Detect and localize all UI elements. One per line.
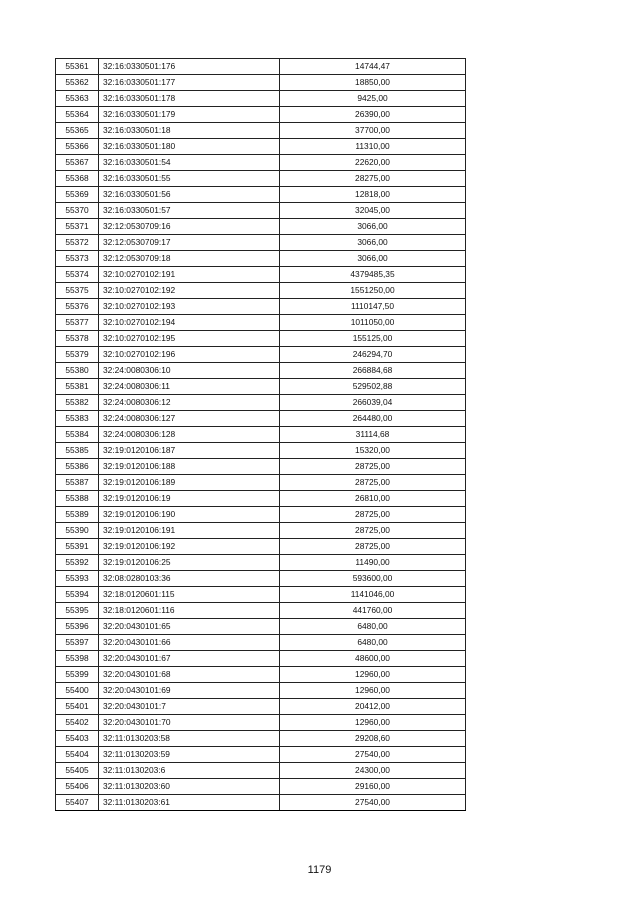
value-cell: 37700,00 <box>280 123 466 139</box>
table-row <box>56 747 466 763</box>
table-row <box>56 139 466 155</box>
cadastral-number-cell: 32:19:0120106:191 <box>99 523 280 539</box>
value-cell: 1110147,50 <box>280 299 466 315</box>
row-number-cell: 55372 <box>56 235 99 251</box>
table-row <box>56 763 466 779</box>
cadastral-number-cell: 32:20:0430101:68 <box>99 667 280 683</box>
value-cell: 1011050,00 <box>280 315 466 331</box>
value-cell: 4379485,35 <box>280 267 466 283</box>
value-cell: 28725,00 <box>280 539 466 555</box>
cadastral-number-cell: 32:10:0270102:191 <box>99 267 280 283</box>
table-row <box>56 299 466 315</box>
table-row <box>56 491 466 507</box>
row-number-cell: 55369 <box>56 187 99 203</box>
row-number-cell: 55386 <box>56 459 99 475</box>
row-number-cell: 55404 <box>56 747 99 763</box>
table-row <box>56 203 466 219</box>
cadastral-number-cell: 32:16:0330501:56 <box>99 187 280 203</box>
table-row <box>56 731 466 747</box>
value-cell: 27540,00 <box>280 747 466 763</box>
value-cell: 266039,04 <box>280 395 466 411</box>
value-cell: 3066,00 <box>280 251 466 267</box>
table-row <box>56 555 466 571</box>
cadastral-number-cell: 32:10:0270102:196 <box>99 347 280 363</box>
cadastral-number-cell: 32:19:0120106:25 <box>99 555 280 571</box>
value-cell: 246294,70 <box>280 347 466 363</box>
cadastral-number-cell: 32:19:0120106:189 <box>99 475 280 491</box>
row-number-cell: 55367 <box>56 155 99 171</box>
table-row <box>56 635 466 651</box>
row-number-cell: 55392 <box>56 555 99 571</box>
value-cell: 26810,00 <box>280 491 466 507</box>
row-number-cell: 55374 <box>56 267 99 283</box>
table-row <box>56 475 466 491</box>
table-row <box>56 283 466 299</box>
table-row <box>56 683 466 699</box>
table-row <box>56 715 466 731</box>
row-number-cell: 55397 <box>56 635 99 651</box>
cadastral-number-cell: 32:19:0120106:188 <box>99 459 280 475</box>
row-number-cell: 55398 <box>56 651 99 667</box>
cadastral-number-cell: 32:20:0430101:67 <box>99 651 280 667</box>
row-number-cell: 55385 <box>56 443 99 459</box>
row-number-cell: 55389 <box>56 507 99 523</box>
cadastral-number-cell: 32:16:0330501:180 <box>99 139 280 155</box>
value-cell: 6480,00 <box>280 619 466 635</box>
value-cell: 22620,00 <box>280 155 466 171</box>
value-cell: 3066,00 <box>280 219 466 235</box>
row-number-cell: 55362 <box>56 75 99 91</box>
value-cell: 11310,00 <box>280 139 466 155</box>
cadastral-number-cell: 32:18:0120601:115 <box>99 587 280 603</box>
table-row <box>56 411 466 427</box>
value-cell: 266884,68 <box>280 363 466 379</box>
row-number-cell: 55368 <box>56 171 99 187</box>
cadastral-number-cell: 32:11:0130203:60 <box>99 779 280 795</box>
value-cell: 1141046,00 <box>280 587 466 603</box>
row-number-cell: 55364 <box>56 107 99 123</box>
table-row <box>56 315 466 331</box>
row-number-cell: 55365 <box>56 123 99 139</box>
row-number-cell: 55383 <box>56 411 99 427</box>
row-number-cell: 55382 <box>56 395 99 411</box>
table-row <box>56 507 466 523</box>
row-number-cell: 55361 <box>56 59 99 75</box>
row-number-cell: 55403 <box>56 731 99 747</box>
value-cell: 18850,00 <box>280 75 466 91</box>
row-number-cell: 55375 <box>56 283 99 299</box>
table-row <box>56 379 466 395</box>
value-cell: 15320,00 <box>280 443 466 459</box>
value-cell: 32045,00 <box>280 203 466 219</box>
cadastral-number-cell: 32:20:0430101:66 <box>99 635 280 651</box>
row-number-cell: 55390 <box>56 523 99 539</box>
value-cell: 28725,00 <box>280 507 466 523</box>
table-row <box>56 539 466 555</box>
row-number-cell: 55379 <box>56 347 99 363</box>
row-number-cell: 55393 <box>56 571 99 587</box>
row-number-cell: 55402 <box>56 715 99 731</box>
value-cell: 11490,00 <box>280 555 466 571</box>
cadastral-number-cell: 32:20:0430101:70 <box>99 715 280 731</box>
cadastral-number-cell: 32:16:0330501:176 <box>99 59 280 75</box>
value-cell: 24300,00 <box>280 763 466 779</box>
table-row <box>56 347 466 363</box>
cadastral-number-cell: 32:10:0270102:193 <box>99 299 280 315</box>
value-cell: 9425,00 <box>280 91 466 107</box>
value-cell: 28725,00 <box>280 459 466 475</box>
row-number-cell: 55377 <box>56 315 99 331</box>
table-row <box>56 267 466 283</box>
table-row <box>56 171 466 187</box>
value-cell: 31114,68 <box>280 427 466 443</box>
table-row <box>56 795 466 811</box>
cadastral-number-cell: 32:19:0120106:19 <box>99 491 280 507</box>
cadastral-number-cell: 32:16:0330501:178 <box>99 91 280 107</box>
row-number-cell: 55407 <box>56 795 99 811</box>
row-number-cell: 55406 <box>56 779 99 795</box>
row-number-cell: 55391 <box>56 539 99 555</box>
value-cell: 28725,00 <box>280 475 466 491</box>
page-number: 1179 <box>307 864 332 876</box>
value-cell: 14744,47 <box>280 59 466 75</box>
row-number-cell: 55394 <box>56 587 99 603</box>
row-number-cell: 55384 <box>56 427 99 443</box>
row-number-cell: 55399 <box>56 667 99 683</box>
row-number-cell: 55381 <box>56 379 99 395</box>
cadastral-number-cell: 32:19:0120106:187 <box>99 443 280 459</box>
row-number-cell: 55378 <box>56 331 99 347</box>
value-cell: 27540,00 <box>280 795 466 811</box>
row-number-cell: 55387 <box>56 475 99 491</box>
table-row <box>56 651 466 667</box>
row-number-cell: 55400 <box>56 683 99 699</box>
row-number-cell: 55401 <box>56 699 99 715</box>
table-row <box>56 235 466 251</box>
cadastral-number-cell: 32:08:0280103:36 <box>99 571 280 587</box>
value-cell: 12818,00 <box>280 187 466 203</box>
cadastral-number-cell: 32:24:0080306:127 <box>99 411 280 427</box>
table-row <box>56 91 466 107</box>
cadastral-number-cell: 32:10:0270102:195 <box>99 331 280 347</box>
table-row <box>56 603 466 619</box>
table-row <box>56 395 466 411</box>
row-number-cell: 55380 <box>56 363 99 379</box>
value-cell: 12960,00 <box>280 667 466 683</box>
table-row <box>56 331 466 347</box>
row-number-cell: 55395 <box>56 603 99 619</box>
value-cell: 3066,00 <box>280 235 466 251</box>
cadastral-number-cell: 32:12:0530709:17 <box>99 235 280 251</box>
row-number-cell: 55373 <box>56 251 99 267</box>
cadastral-number-cell: 32:24:0080306:11 <box>99 379 280 395</box>
cadastral-number-cell: 32:20:0430101:65 <box>99 619 280 635</box>
cadastral-number-cell: 32:10:0270102:192 <box>99 283 280 299</box>
value-cell: 155125,00 <box>280 331 466 347</box>
row-number-cell: 55366 <box>56 139 99 155</box>
cadastral-number-cell: 32:19:0120106:192 <box>99 539 280 555</box>
row-number-cell: 55388 <box>56 491 99 507</box>
row-number-cell: 55376 <box>56 299 99 315</box>
row-number-cell: 55363 <box>56 91 99 107</box>
table-row <box>56 443 466 459</box>
cadastral-number-cell: 32:20:0430101:69 <box>99 683 280 699</box>
row-number-cell: 55396 <box>56 619 99 635</box>
table-row <box>56 187 466 203</box>
value-cell: 29208,60 <box>280 731 466 747</box>
row-number-cell: 55371 <box>56 219 99 235</box>
cadastral-number-cell: 32:12:0530709:16 <box>99 219 280 235</box>
cadastral-number-cell: 32:16:0330501:18 <box>99 123 280 139</box>
row-number-cell: 55370 <box>56 203 99 219</box>
table-row <box>56 571 466 587</box>
data-table <box>55 58 466 811</box>
cadastral-number-cell: 32:16:0330501:55 <box>99 171 280 187</box>
table-row <box>56 155 466 171</box>
value-cell: 1551250,00 <box>280 283 466 299</box>
row-number-cell: 55405 <box>56 763 99 779</box>
table-row <box>56 123 466 139</box>
cadastral-number-cell: 32:24:0080306:128 <box>99 427 280 443</box>
value-cell: 28725,00 <box>280 523 466 539</box>
cadastral-number-cell: 32:11:0130203:61 <box>99 795 280 811</box>
value-cell: 20412,00 <box>280 699 466 715</box>
value-cell: 441760,00 <box>280 603 466 619</box>
value-cell: 12960,00 <box>280 715 466 731</box>
value-cell: 29160,00 <box>280 779 466 795</box>
cadastral-number-cell: 32:24:0080306:10 <box>99 363 280 379</box>
cadastral-number-cell: 32:12:0530709:18 <box>99 251 280 267</box>
table-row <box>56 459 466 475</box>
table-row <box>56 75 466 91</box>
table-row <box>56 219 466 235</box>
cadastral-number-cell: 32:10:0270102:194 <box>99 315 280 331</box>
value-cell: 529502,88 <box>280 379 466 395</box>
value-cell: 26390,00 <box>280 107 466 123</box>
value-cell: 6480,00 <box>280 635 466 651</box>
cadastral-number-cell: 32:11:0130203:6 <box>99 763 280 779</box>
cadastral-number-cell: 32:16:0330501:179 <box>99 107 280 123</box>
cadastral-number-cell: 32:18:0120601:116 <box>99 603 280 619</box>
value-cell: 264480,00 <box>280 411 466 427</box>
cadastral-number-cell: 32:16:0330501:177 <box>99 75 280 91</box>
cadastral-number-cell: 32:11:0130203:59 <box>99 747 280 763</box>
value-cell: 12960,00 <box>280 683 466 699</box>
table-row <box>56 523 466 539</box>
cadastral-number-cell: 32:24:0080306:12 <box>99 395 280 411</box>
table-row <box>56 427 466 443</box>
cadastral-number-cell: 32:16:0330501:54 <box>99 155 280 171</box>
value-cell: 593600,00 <box>280 571 466 587</box>
table-row <box>56 59 466 75</box>
table-row <box>56 251 466 267</box>
cadastral-number-cell: 32:19:0120106:190 <box>99 507 280 523</box>
value-cell: 48600,00 <box>280 651 466 667</box>
table-row <box>56 699 466 715</box>
table-row <box>56 619 466 635</box>
table-row <box>56 107 466 123</box>
value-cell: 28275,00 <box>280 171 466 187</box>
cadastral-number-cell: 32:16:0330501:57 <box>99 203 280 219</box>
table-body <box>56 59 466 811</box>
table-row <box>56 779 466 795</box>
table-row <box>56 667 466 683</box>
cadastral-number-cell: 32:20:0430101:7 <box>99 699 280 715</box>
cadastral-number-cell: 32:11:0130203:58 <box>99 731 280 747</box>
table-row <box>56 587 466 603</box>
table-row <box>56 363 466 379</box>
